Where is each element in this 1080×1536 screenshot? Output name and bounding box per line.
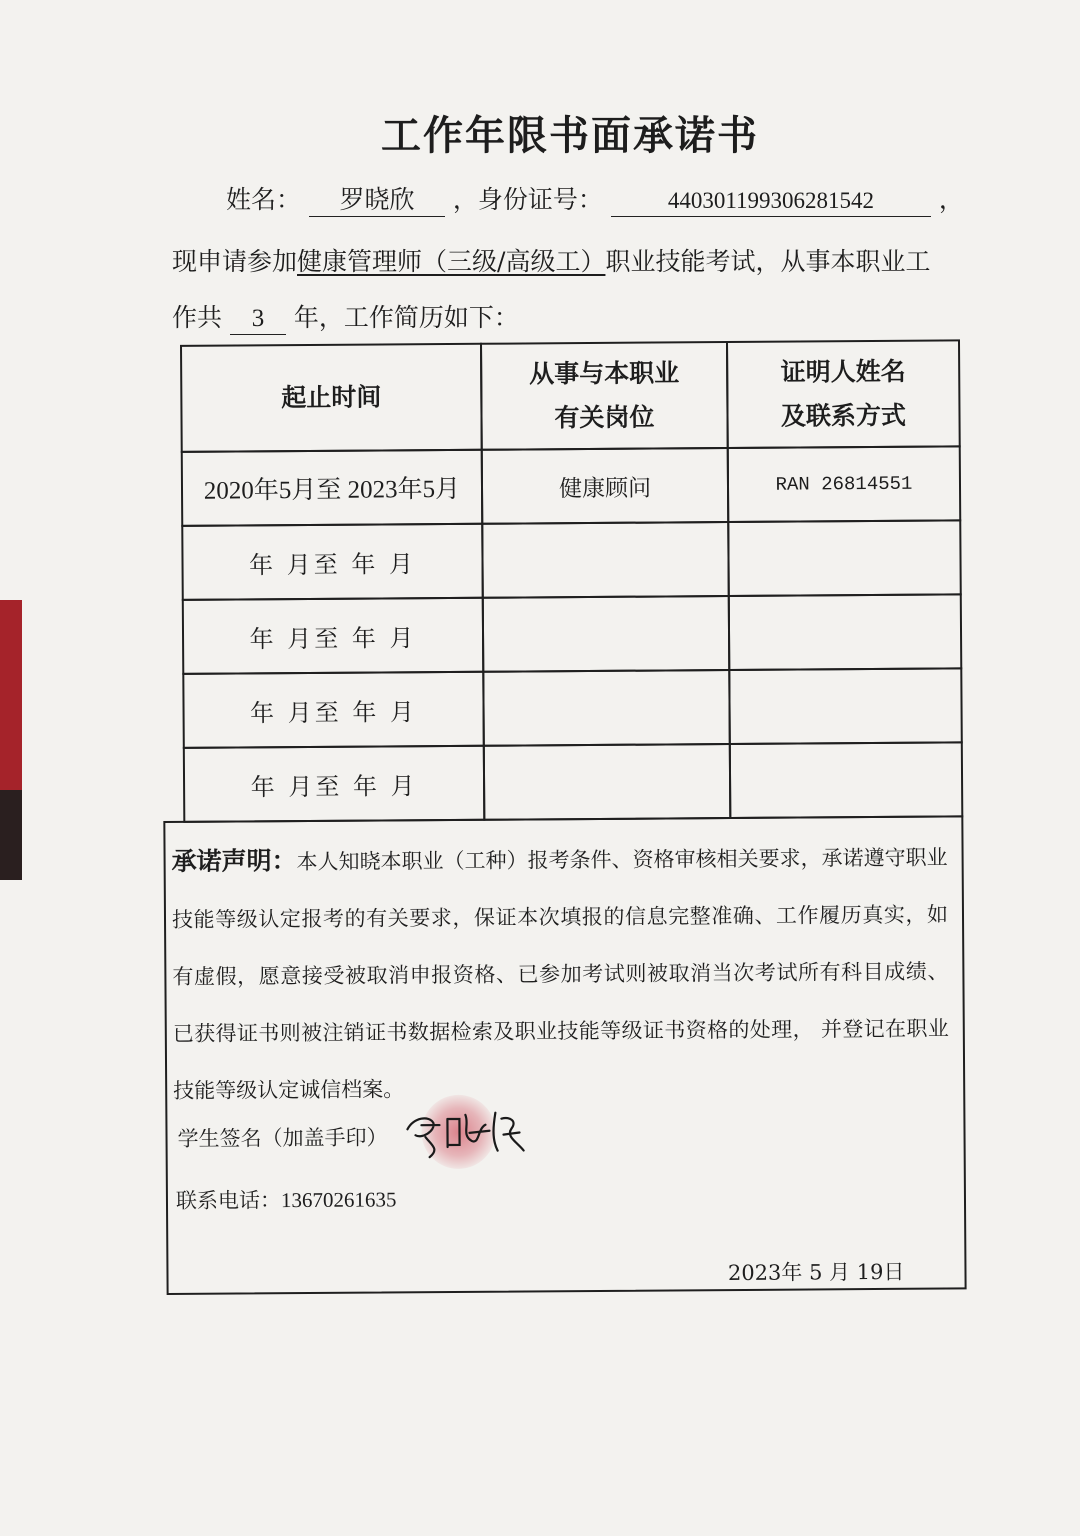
signed-date[interactable]: 2023年 5 月 19日 <box>727 1259 905 1286</box>
header-witness: 证明人姓名 及联系方式 <box>726 339 961 449</box>
left-edge-dark-strip <box>0 790 22 880</box>
left-edge-red-strip <box>0 600 22 790</box>
handwritten-signature[interactable] <box>399 1094 529 1165</box>
name-label: 姓名： <box>226 185 302 214</box>
phone-row <box>176 1183 397 1215</box>
row-2-witness[interactable] <box>727 519 962 597</box>
row-2-period[interactable]: 年 月至 年 月 <box>181 523 484 601</box>
page-title: 工作年限书面承诺书 <box>381 113 759 159</box>
name-field[interactable]: 罗晓欣 <box>309 185 445 217</box>
id-number-field[interactable]: 440301199306281542 <box>611 187 931 217</box>
name-id-line <box>226 180 964 217</box>
promise-body: 本人知晓本职业（工种）报考条件、资格审核相关要求，承诺遵守职业技能等级认定报考的有关要求，保证本次填报的信息完整准确、工作履历真实，如有虚假，愿意接受被取消申报资格、已参加考试则被取消当次考试所有科目成绩、已获得证书则被注销证书数据检索及职业技能等级证书资格的处理， 并登记在职业技能等级认定诚信档案。 <box>171 845 949 1103</box>
row-1-period[interactable]: 2020年5月至 2023年5月 <box>181 449 484 527</box>
header-position: 从事与本职业 有关岗位 <box>480 341 729 451</box>
years-field[interactable]: 3 <box>230 303 286 335</box>
apply-prefix: 现申请参加 <box>172 247 298 276</box>
years-line <box>172 298 519 335</box>
row-1-witness[interactable]: RAN 26814551 <box>727 445 962 523</box>
row-3-period[interactable]: 年 月至 年 月 <box>182 597 485 675</box>
apply-suffix: 职业技能考试，从事本职业工 <box>605 247 931 276</box>
row-1-position[interactable]: 健康顾问 <box>481 447 730 525</box>
signature-row <box>177 1121 387 1152</box>
apply-line <box>172 242 930 278</box>
phone-label: 联系电话： <box>175 1188 282 1213</box>
work-history-table <box>160 339 967 1295</box>
row-3-witness[interactable] <box>728 593 963 671</box>
promise-paragraph <box>171 828 949 1120</box>
row-5-period[interactable]: 年 月至 年 月 <box>183 745 486 823</box>
id-label: ，身份证号： <box>452 185 603 214</box>
header-period: 起止时间 <box>180 343 483 453</box>
promise-title: 承诺声明： <box>171 846 297 876</box>
row-5-witness[interactable] <box>729 741 964 819</box>
row-4-witness[interactable] <box>728 667 963 745</box>
row-4-position[interactable] <box>482 669 731 747</box>
phone-value[interactable]: 13670261635 <box>280 1187 397 1213</box>
row-2-position[interactable] <box>481 521 730 599</box>
years-suffix: 年，工作简历如下： <box>293 303 519 332</box>
line-end-comma: ， <box>938 185 964 214</box>
row-3-position[interactable] <box>482 595 731 673</box>
row-4-period[interactable]: 年 月至 年 月 <box>182 671 485 749</box>
years-prefix: 作共 <box>172 303 223 332</box>
promise-section <box>163 815 966 1295</box>
signature-label: 学生签名（加盖手印） <box>177 1125 388 1151</box>
occupation-field[interactable]: 健康管理师（三级/高级工） <box>297 247 606 276</box>
row-5-position[interactable] <box>483 743 732 821</box>
